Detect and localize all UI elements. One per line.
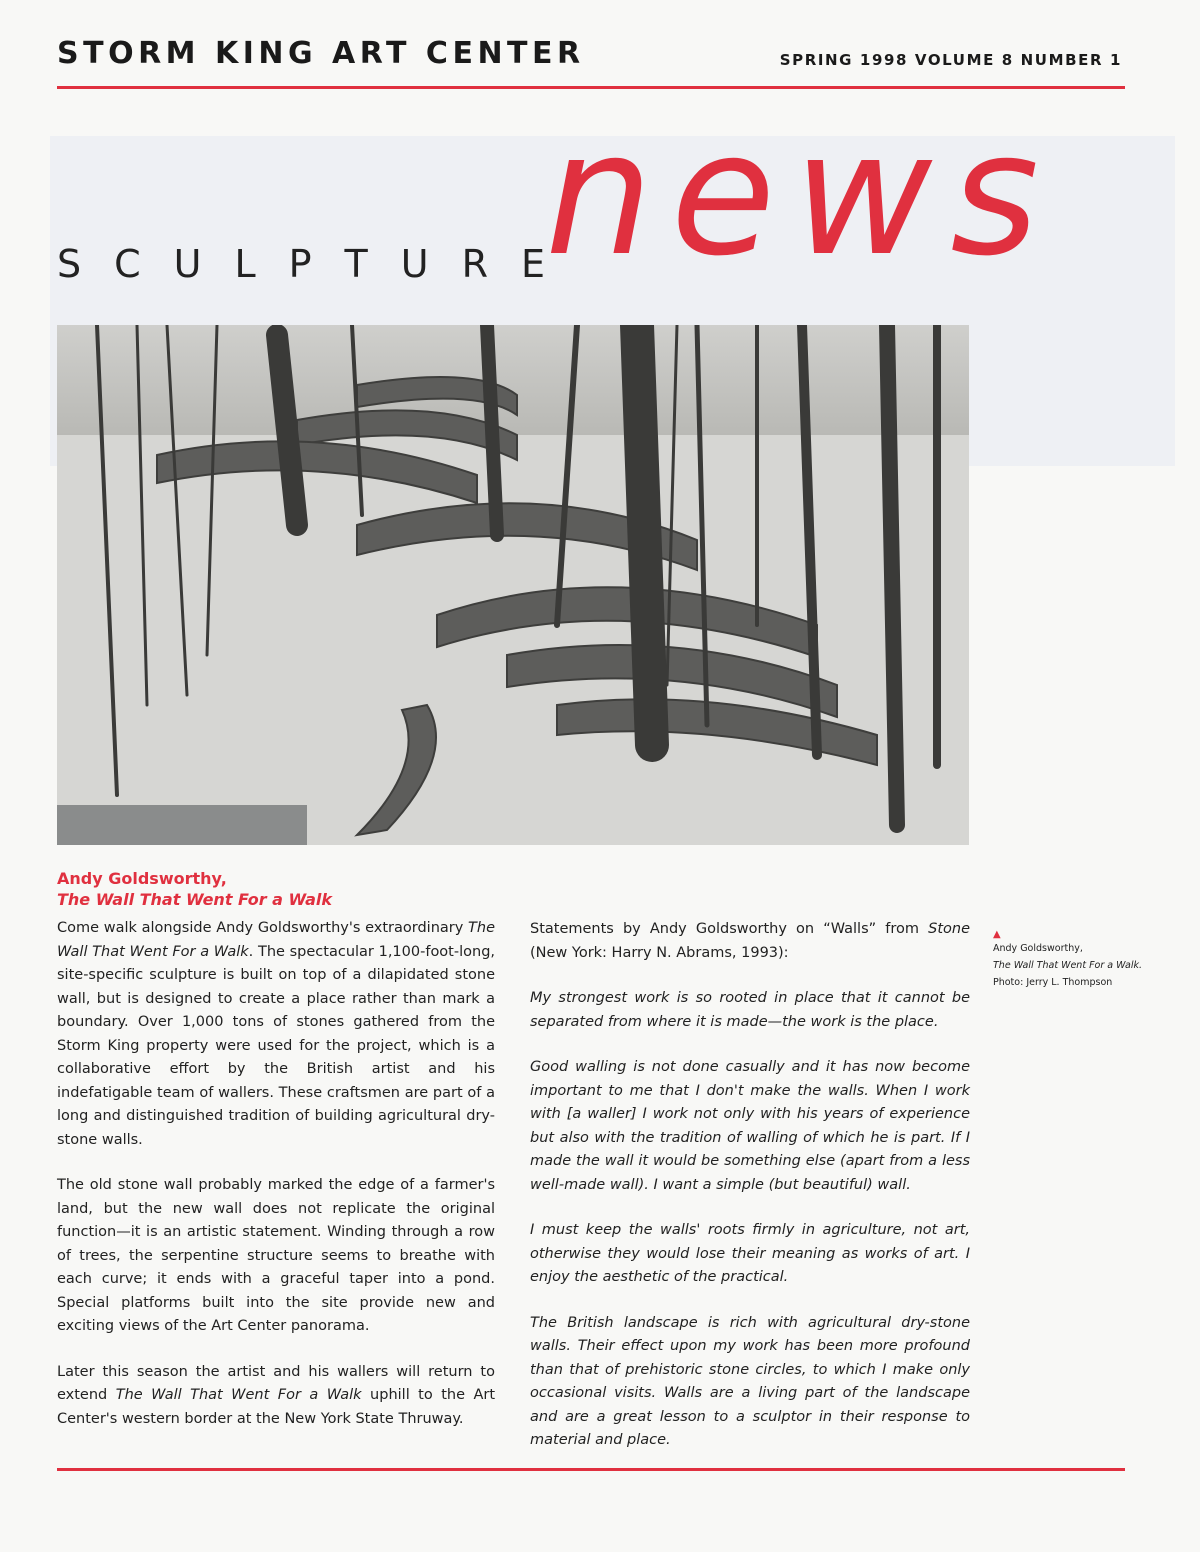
issue-info: SPRING 1998 VOLUME 8 NUMBER 1 (779, 51, 1122, 69)
paragraph-2: The old stone wall probably marked the edge of a farmer's land, but the new wall does not replicate the original function—it is an artistic statement. Winding through a row of trees, the serpentine structure seems to breathe with each curve; it ends with a graceful taper into a pond. Special platforms built into the site provide new and exciting views of the Art Center panorama. (57, 1177, 495, 1334)
section-title-sculpture: SCULPTURE (57, 242, 578, 286)
top-rule (57, 86, 1125, 89)
article-column-1 (57, 917, 495, 1453)
section-title-news: news (545, 96, 1057, 294)
article-heading-artist: Andy Goldsworthy, (57, 869, 227, 888)
quote-4: The British landscape is rich with agricultural dry-stone walls. Their effect upon my work has been more profound than that of prehistoric stone circles, to which I make only occasional visits. Walls are a living part of the landscape and are a great lesson to a sculptor in their response to material and place. (530, 1314, 970, 1448)
caption-artist: Andy Goldsworthy, (993, 943, 1083, 954)
quote-3: I must keep the walls' roots firmly in agriculture, not art, otherwise they would lose their meaning as works of art. I enjoy the aesthetic of the practical. (530, 1222, 970, 1285)
quote-1: My strongest work is so rooted in place that it cannot be separated from where it is made—the work is the place. (530, 990, 970, 1030)
photo-caption (993, 929, 1163, 991)
quote-2: Good walling is not done casually and it has now become important to me that I don't make the walls. When I work with [a waller] I work not only with his years of experience but also with the tradition of walling of which he is part. If I made the wall it would be something else (apart from a less well-made wall). I want a simple (but beautiful) wall. (530, 1059, 970, 1193)
photo-illustration (57, 325, 969, 845)
paragraph-3: Later this season the artist and his wallers will return to extend The Wall That Went For a Walk uphill to the Art Center's western border at the New York State Thruway. (57, 1363, 496, 1427)
article-heading-work: The Wall That Went For a Walk (57, 890, 333, 909)
article-heading (57, 868, 507, 910)
triangle-up-icon: ▲ (993, 929, 1001, 940)
paragraph-1: Come walk alongside Andy Goldsworthy's extraordinary The Wall That Went For a Walk. The spectacular 1,100-foot-long, site-specific sculpture is built on top of a dilapidated stone wall, but is designed to create a place rather than mark a boundary. Over 1,000 tons of stones gathered from the Storm King property were used for the project, which is a collaborative effort by the British artist and his indefatigable team of wallers. These craftsmen are part of a long and distinguished tradition of building agricultural dry-stone walls. (57, 920, 496, 1148)
article-column-2 (530, 918, 970, 1475)
bottom-rule (57, 1468, 1125, 1471)
masthead: STORM KING ART CENTER (57, 36, 585, 71)
caption-work: The Wall That Went For a Walk. (993, 960, 1142, 971)
quotes-intro: Statements by Andy Goldsworthy on “Walls” from Stone (New York: Harry N. Abrams, 1993): (530, 921, 970, 961)
caption-credit: Photo: Jerry L. Thompson (993, 977, 1113, 988)
wall-photo (57, 325, 969, 845)
